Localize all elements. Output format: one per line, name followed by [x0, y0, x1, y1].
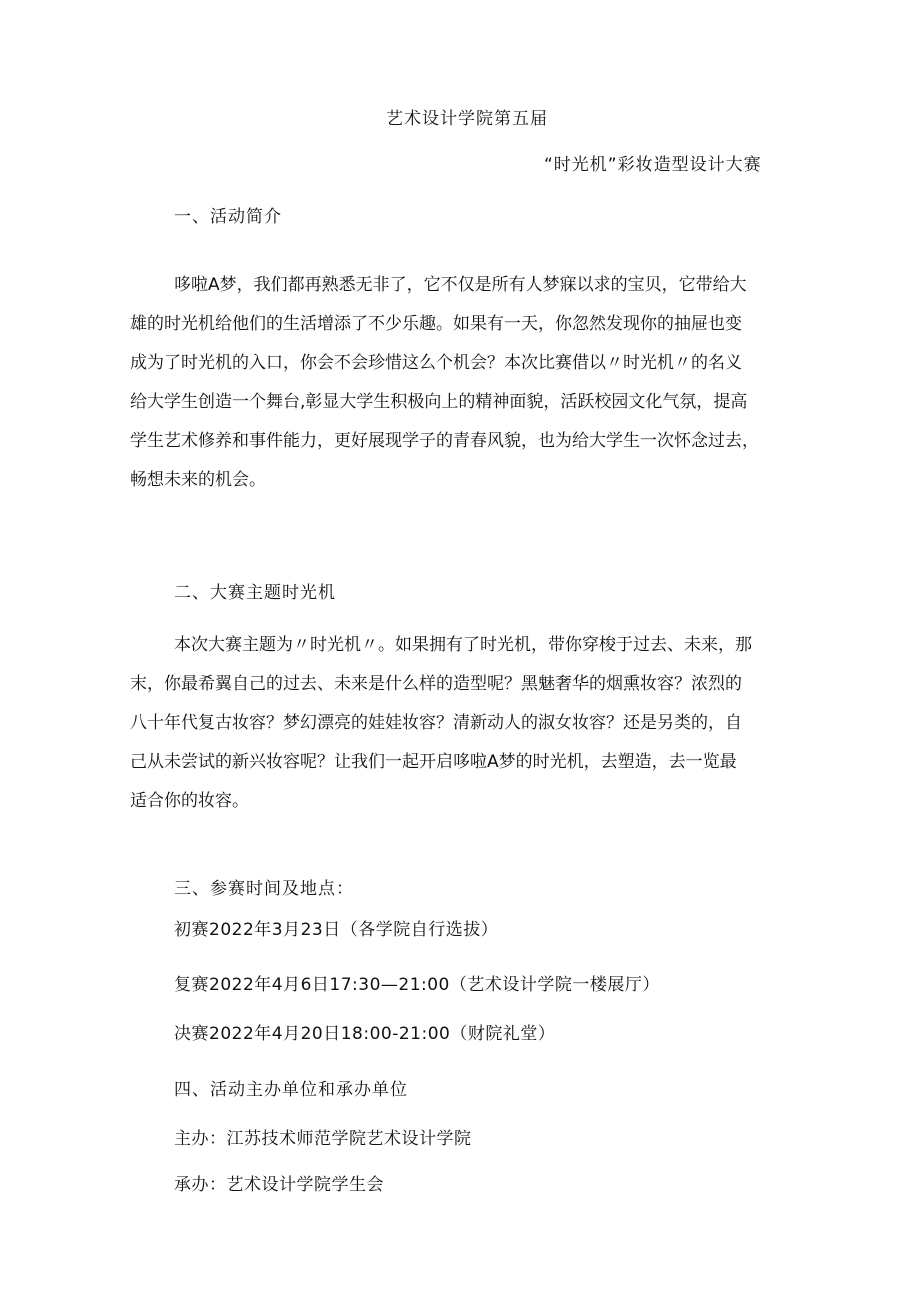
final-schedule: 决赛2022年4月20日18:00-21:00（财院礼堂） [174, 1024, 556, 1044]
paragraph-line: 成为了时光机的入口，你会不会珍惜这么个机会？本次比赛借以〃时光机〃的名义 [130, 353, 742, 373]
paragraph-line: 本次大赛主题为〃时光机〃。如果拥有了时光机，带你穿梭于过去、未来，那 [174, 635, 752, 655]
paragraph-line: 末，你最希翼自己的过去、未来是什么样的造型呢？黑魅奢华的烟熏妆容？浓烈的 [130, 674, 742, 694]
paragraph-line: 哆啦A梦，我们都再熟悉无非了，它不仅是所有人梦寐以求的宝贝，它带给大 [174, 275, 747, 295]
paragraph-line: 给大学生创造一个舞台,彰显大学生积极向上的精神面貌，活跃校园文化气氛，提高 [130, 392, 748, 412]
section-4-heading: 四、活动主办单位和承办单位 [174, 1080, 408, 1100]
document-title-line2: “时光机”彩妆造型设计大赛 [544, 155, 762, 175]
section-2-body [130, 626, 814, 821]
section-1-body [130, 266, 814, 500]
paragraph-line: 学生艺术修养和事件能力，更好展现学子的青春风貌，也为给大学生一次怀念过去， [130, 431, 759, 451]
paragraph-line: 雄的时光机给他们的生活增添了不少乐趣。如果有一天，你忽然发现你的抽屉也变 [130, 314, 742, 334]
paragraph-line: 适合你的妆容。 [130, 791, 249, 811]
document-title-line1: 艺术设计学院第五届 [386, 109, 548, 129]
host-unit: 主办：江苏技术师范学院艺术设计学院 [174, 1129, 472, 1149]
section-2-heading: 二、大赛主题时光机 [174, 583, 336, 603]
section-3-heading: 三、参赛时间及地点： [174, 879, 354, 899]
paragraph-line: 八十年代复古妆容？梦幻漂亮的娃娃妆容？清新动人的淑女妆容？还是另类的，自 [130, 713, 742, 733]
semi-schedule: 复赛2022年4月6日17:30—21:00（艺术设计学院一楼展厅） [174, 975, 660, 995]
prelim-schedule: 初赛2022年3月23日（各学院自行选拔） [174, 920, 499, 940]
organizer-unit: 承办：艺术设计学院学生会 [174, 1175, 384, 1195]
paragraph-line: 己从未尝试的新兴妆容呢？让我们一起开启哆啦A梦的时光机，去塑造，去一览最 [130, 752, 737, 772]
paragraph-line: 畅想未来的机会。 [130, 470, 266, 490]
section-1-heading: 一、活动简介 [174, 207, 282, 227]
